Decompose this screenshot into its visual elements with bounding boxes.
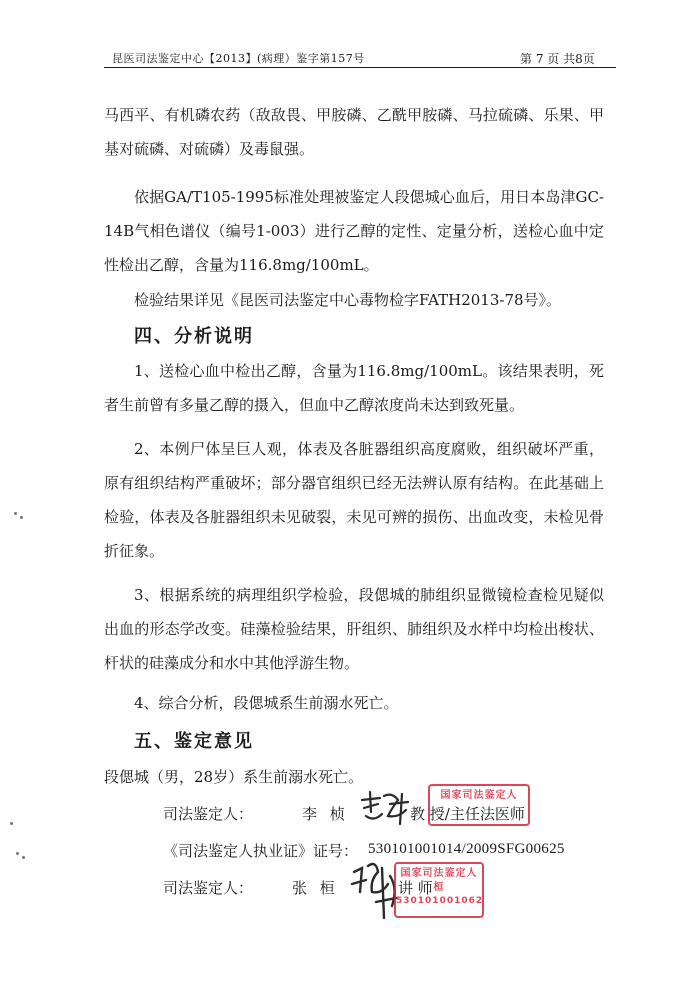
paragraph-pesticides: 马西平、有机磷农药（敌敌畏、甲胺磷、乙酰甲胺磷、马拉硫磷、乐果、甲基对硫磷、对硫磷）及毒鼠强。	[104, 106, 604, 158]
official-seal-1: 国家司法鉴定人	[428, 784, 530, 826]
header-case-number: 昆医司法鉴定中心【2013】(病理）鉴字第157号	[112, 52, 365, 65]
analysis-item-4: 4、综合分析，段偲城系生前溺水死亡。	[134, 694, 399, 712]
scan-speck	[20, 516, 23, 519]
scan-speck	[10, 822, 13, 825]
examiner-1-title: 教 授/主任法医师	[410, 805, 525, 823]
scan-speck	[14, 512, 17, 515]
examiner-1-label: 司法鉴定人：	[163, 805, 254, 823]
section-4-heading: 四、分析说明	[134, 326, 254, 347]
examiner-1-handwritten-signature	[358, 788, 414, 828]
header-divider	[104, 67, 616, 68]
paragraph-result-reference: 检验结果详见《昆医司法鉴定中心毒物检字FATH2013-78号》。	[134, 291, 562, 309]
examiner-1-name: 李 桢	[302, 805, 349, 823]
conclusion-text: 段偲城（男，28岁）系生前溺水死亡。	[104, 768, 364, 786]
official-seal-2: 国家司法鉴定人 桓 530101001062	[394, 862, 484, 918]
examiner-2-title: 讲 师	[398, 879, 433, 897]
section-5-heading: 五、鉴定意见	[134, 731, 254, 752]
scan-speck	[22, 856, 25, 859]
analysis-item-3: 3、根据系统的病理组织学检验，段偲城的肺组织显微镜检查检见疑似出血的形态学改变。硅藻检验结果，肝组织、肺组织及水样中均检出梭状、杆状的硅藻成分和水中其他浮游生物。	[104, 586, 604, 672]
analysis-item-1: 1、送检心血中检出乙醇，含量为116.8mg/100mL。该结果表明，死者生前曾有多量乙醇的摄入，但血中乙醇浓度尚未达到致死量。	[104, 362, 604, 414]
certificate-label: 《司法鉴定人执业证》证号：	[163, 842, 359, 860]
certificate-number: 530101001014/2009SFG00625	[368, 841, 565, 857]
scan-speck	[16, 852, 19, 855]
examiner-2-name: 张 桓	[292, 879, 339, 897]
examiner-2-label: 司法鉴定人：	[163, 879, 254, 897]
analysis-item-2: 2、本例尸体呈巨人观，体表及各脏器组织高度腐败，组织破坏严重，原有组织结构严重破坏；部分器官组织已经无法辨认原有结构。在此基础上检验，体表及各脏器组织未见破裂，未见可辨的损伤、出血改变，未检见骨折征象。	[104, 440, 604, 560]
paragraph-ethanol-method: 依据GA/T105-1995标准处理被鉴定人段偲城心血后，用日本岛津GC-14B气相色谱仪（编号1-003）进行乙醇的定性、定量分析，送检心血中定性检出乙醇，含量为116.8mg/100mL。	[104, 188, 604, 274]
header-page-number: 第 7 页 共8页	[520, 52, 595, 66]
